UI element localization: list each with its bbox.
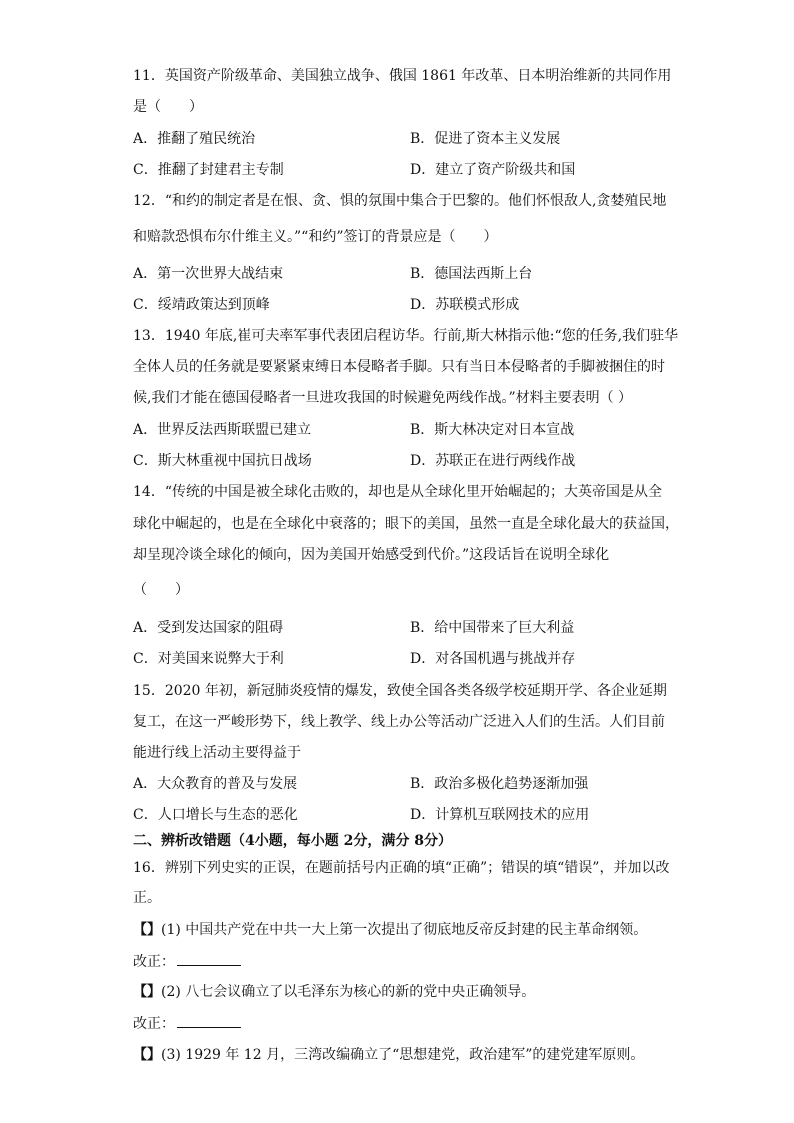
question-15-line-2: 复工，在这一严峻形势下，线上教学、线上办公等活动广泛进入人们的生活。人们目前 xyxy=(133,714,665,730)
correction-1 xyxy=(133,951,734,972)
question-11-line-2: 是（ ） xyxy=(133,99,203,115)
q11-option-d: D．建立了资产阶级共和国 xyxy=(410,162,576,178)
item-2 xyxy=(133,982,734,1002)
q13-option-a: A．世界反法西斯联盟已建立 xyxy=(133,422,312,438)
answer-bracket-1[interactable]: 【】 xyxy=(133,922,161,938)
q12-option-b: B．德国法西斯上台 xyxy=(410,266,533,282)
q11-option-b: B．促进了资本主义发展 xyxy=(410,131,561,147)
q14-option-c: C．对美国来说弊大于利 xyxy=(133,651,284,667)
correction-label-2: 改正： xyxy=(133,1016,175,1032)
question-15-line-1: 15．2020 年初，新冠肺炎疫情的爆发，致使全国各类各级学校延期开学、各企业延期 xyxy=(133,683,667,699)
q13-option-d: D．苏联正在进行两线作战 xyxy=(410,453,576,469)
q12-option-a: A．第一次世界大战结束 xyxy=(133,266,284,282)
answer-bracket-2[interactable]: 【】 xyxy=(133,984,161,1000)
item-1 xyxy=(133,920,734,940)
correction-label-1: 改正： xyxy=(133,954,175,970)
question-16-line-2: 正。 xyxy=(133,890,161,906)
correction-2 xyxy=(133,1013,734,1034)
question-16-line-1: 16．辨别下列史实的正误，在题前括号内正确的填“正确”；错误的填“错误”，并加以改 xyxy=(133,860,670,876)
q14-option-b: B．给中国带来了巨大利益 xyxy=(410,620,575,636)
answer-bracket-3[interactable]: 【】 xyxy=(133,1047,161,1063)
question-14-line-4: （ ） xyxy=(133,582,189,598)
item-2-text: (2) 八七会议确立了以毛泽东为核心的新的党中央正确领导。 xyxy=(161,984,536,1000)
correction-blank-2[interactable] xyxy=(177,1013,241,1028)
q14-option-a: A．受到发达国家的阻碍 xyxy=(133,620,284,636)
q11-option-c: C．推翻了封建君主专制 xyxy=(133,162,284,178)
section-2-heading: 二、辨析改错题（4小题，每小题 2分，满分 8分） xyxy=(133,833,452,849)
q13-option-b: B．斯大林决定对日本宣战 xyxy=(410,422,575,438)
question-13-line-1: 13．1940 年底,崔可夫率军事代表团启程访华。行前,斯大林指示他:“您的任务,我们驻华 xyxy=(133,328,679,344)
q13-option-c: C．斯大林重视中国抗日战场 xyxy=(133,453,312,469)
question-14-line-3: 却呈现冷谈全球化的倾向，因为美国开始感受到代价。”这段话旨在说明全球化 xyxy=(133,547,610,563)
question-13-line-3: 候,我们才能在德国侵略者一旦进攻我国的时候避免两线作战。”材料主要表明（ ） xyxy=(133,390,633,406)
q12-option-d: D．苏联模式形成 xyxy=(410,297,520,313)
correction-blank-1[interactable] xyxy=(177,951,241,966)
question-12-line-1: 12．“和约的制定者是在恨、贪、惧的氛围中集合于巴黎的。他们怀恨敌人,贪婪殖民地 xyxy=(133,193,667,209)
question-15-line-3: 能进行线上活动主要得益于 xyxy=(133,745,301,761)
q12-option-c: C．绥靖政策达到顶峰 xyxy=(133,297,270,313)
q15-option-b: B．政治多极化趋势逐渐加强 xyxy=(410,776,589,792)
question-12-line-2: 和赔款恐惧布尔什维主义。”“和约”签订的背景应是（ ） xyxy=(133,229,498,245)
question-13-line-2: 全体人员的任务就是要紧紧束缚日本侵略者手脚。只有当日本侵略者的手脚被捆住的时 xyxy=(133,359,665,375)
q15-option-d: D．计算机互联网技术的应用 xyxy=(410,807,590,823)
question-14-line-1: 14．“传统的中国是被全球化击败的，却也是从全球化里开始崛起的；大英帝国是从全 xyxy=(133,484,662,500)
question-11-line-1: 11．英国资产阶级革命、美国独立战争、俄国 1861 年改革、日本明治维新的共同作用 xyxy=(133,68,672,84)
q11-option-a: A．推翻了殖民统治 xyxy=(133,131,256,147)
question-14-line-2: 球化中崛起的，也是在全球化中衰落的；眼下的美国，虽然一直是全球化最大的获益国， xyxy=(133,516,679,532)
q14-option-d: D．对各国机遇与挑战并存 xyxy=(410,651,576,667)
item-3-text: (3) 1929 年 12 月，三湾改编确立了“思想建党，政治建军”的建党建军原则。 xyxy=(161,1047,645,1063)
item-3 xyxy=(133,1045,734,1065)
q15-option-a: A．大众教育的普及与发展 xyxy=(133,776,298,792)
q15-option-c: C．人口增长与生态的恶化 xyxy=(133,807,298,823)
item-1-text: (1) 中国共产党在中共一大上第一次提出了彻底地反帝反封建的民主革命纲领。 xyxy=(161,922,648,938)
